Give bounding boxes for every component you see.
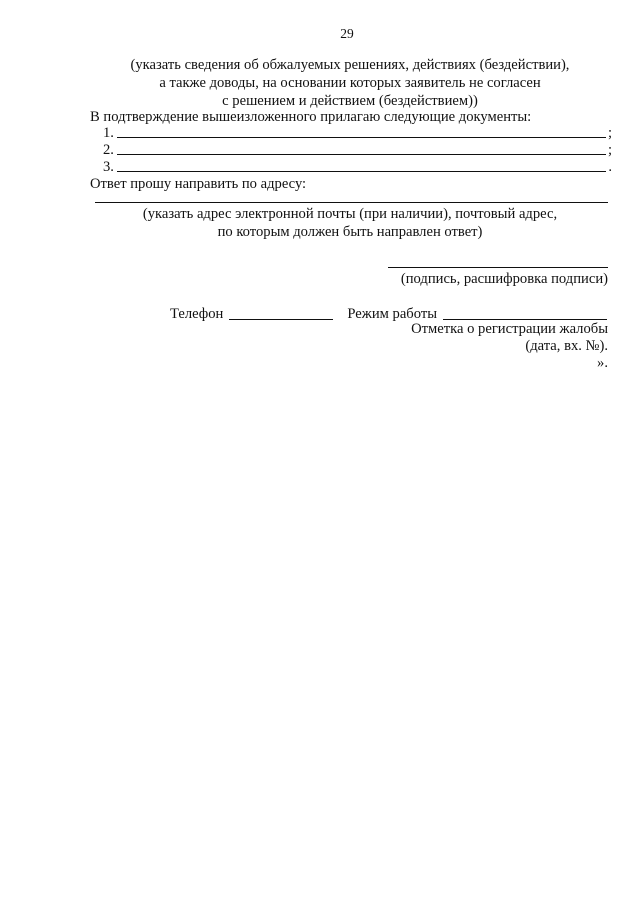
document-item-3 xyxy=(103,158,612,176)
work-mode-label: Режим работы xyxy=(347,306,438,322)
instruction-line-2: а также доводы, на основании которых заявитель не согласен xyxy=(159,75,541,91)
document-item-number: 3. xyxy=(103,159,114,175)
document-item-blank[interactable] xyxy=(117,157,606,172)
document-item-blank[interactable] xyxy=(117,123,606,138)
signature-blank-line[interactable] xyxy=(388,267,608,268)
page-number: 29 xyxy=(340,26,354,41)
document-item-number: 1. xyxy=(103,125,114,141)
address-hint-line-1: (указать адрес электронной почты (при наличии), почтовый адрес, xyxy=(142,206,558,222)
address-blank-line[interactable] xyxy=(95,202,608,203)
registration-hint: (дата, вх. №). xyxy=(525,338,608,354)
closing-quote: ». xyxy=(597,355,608,371)
complaint-instruction xyxy=(90,56,610,110)
document-item-punct: . xyxy=(608,159,612,175)
address-hint xyxy=(90,205,610,241)
signature-hint: (подпись, расшифровка подписи) xyxy=(400,271,608,287)
work-mode-blank[interactable] xyxy=(443,305,607,320)
document-item-number: 2. xyxy=(103,142,114,158)
address-intro: Ответ прошу направить по адресу: xyxy=(90,176,307,192)
document-item-blank[interactable] xyxy=(117,140,606,155)
address-hint-line-2: по которым должен быть направлен ответ) xyxy=(217,224,483,240)
instruction-line-3: с решением и действием (бездействием)) xyxy=(222,93,478,109)
instruction-line-1: (указать сведения об обжалуемых решениях, действиях (бездействии), xyxy=(130,57,570,73)
phone-blank[interactable] xyxy=(229,305,333,320)
document-item-punct: ; xyxy=(607,142,612,158)
registration-mark: Отметка о регистрации жалобы xyxy=(411,321,608,337)
document-item-punct: ; xyxy=(607,125,612,141)
documents-intro: В подтверждение вышеизложенного прилагаю следующие документы: xyxy=(90,109,532,125)
phone-label: Телефон xyxy=(170,306,224,322)
